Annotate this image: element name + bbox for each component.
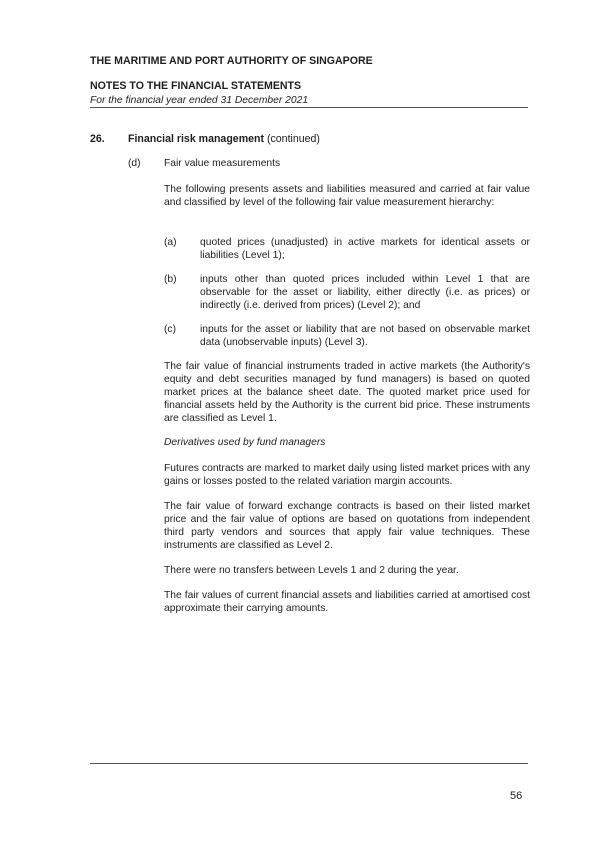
header-divider xyxy=(90,107,528,108)
level-item-label: (b) xyxy=(164,274,177,285)
level-item-label: (c) xyxy=(164,324,177,335)
footer-divider xyxy=(90,763,528,764)
level1-paragraph: The fair value of financial instruments traded in active markets (the Authority's equity and debt securities managed by fund managers) is based on quoted market prices at the balance sheet date. The quoted market price used for financial assets held by the Authority is the current bid price. These instruments are classified as Level 1. xyxy=(164,361,530,424)
amortised-cost-paragraph: The fair values of current financial assets and liabilities carried at amortised cost approximate their carrying amounts. xyxy=(164,590,530,614)
derivatives-heading: Derivatives used by fund managers xyxy=(164,437,326,448)
futures-paragraph: Futures contracts are marked to market daily using listed market prices with any gains or losses posted to the related variation margin accounts. xyxy=(164,463,530,487)
level-item-text: inputs other than quoted prices included within Level 1 that are observable for the asset or liability, either directly (i.e. as prices) or indirectly (i.e. derived from prices) (Level 2); and xyxy=(200,274,530,311)
intro-paragraph: The following presents assets and liabilities measured and carried at fair value and classified by level of the following fair value measurement hierarchy: xyxy=(164,184,530,208)
financial-period: For the financial year ended 31 December 2021 xyxy=(90,95,309,106)
transfers-paragraph: There were no transfers between Levels 1 and 2 during the year. xyxy=(164,565,459,576)
page-number: 56 xyxy=(510,790,523,802)
section-title-suffix: (continued) xyxy=(264,133,320,145)
level-item-label: (a) xyxy=(164,237,177,248)
level-item-text: quoted prices (unadjusted) in active markets for identical assets or liabilities (Level 1); xyxy=(200,237,530,261)
section-title: Financial risk management xyxy=(128,133,265,145)
forwards-paragraph: The fair value of forward exchange contracts is based on their listed market price and the fair value of options are based on quotations from independent third party vendors and sources that apply fair value techniques. These instruments are classified as Level 2. xyxy=(164,501,530,551)
section-number: 26. xyxy=(90,133,105,145)
level-item-text: inputs for the asset or liability that are not based on observable market data (unobservable inputs) (Level 3). xyxy=(200,324,530,348)
subsection-title: Fair value measurements xyxy=(164,158,281,169)
subsection-label: (d) xyxy=(128,158,141,169)
notes-title: NOTES TO THE FINANCIAL STATEMENTS xyxy=(90,80,302,92)
section-heading xyxy=(128,133,320,146)
organisation-name: THE MARITIME AND PORT AUTHORITY OF SINGAPORE xyxy=(90,55,373,67)
